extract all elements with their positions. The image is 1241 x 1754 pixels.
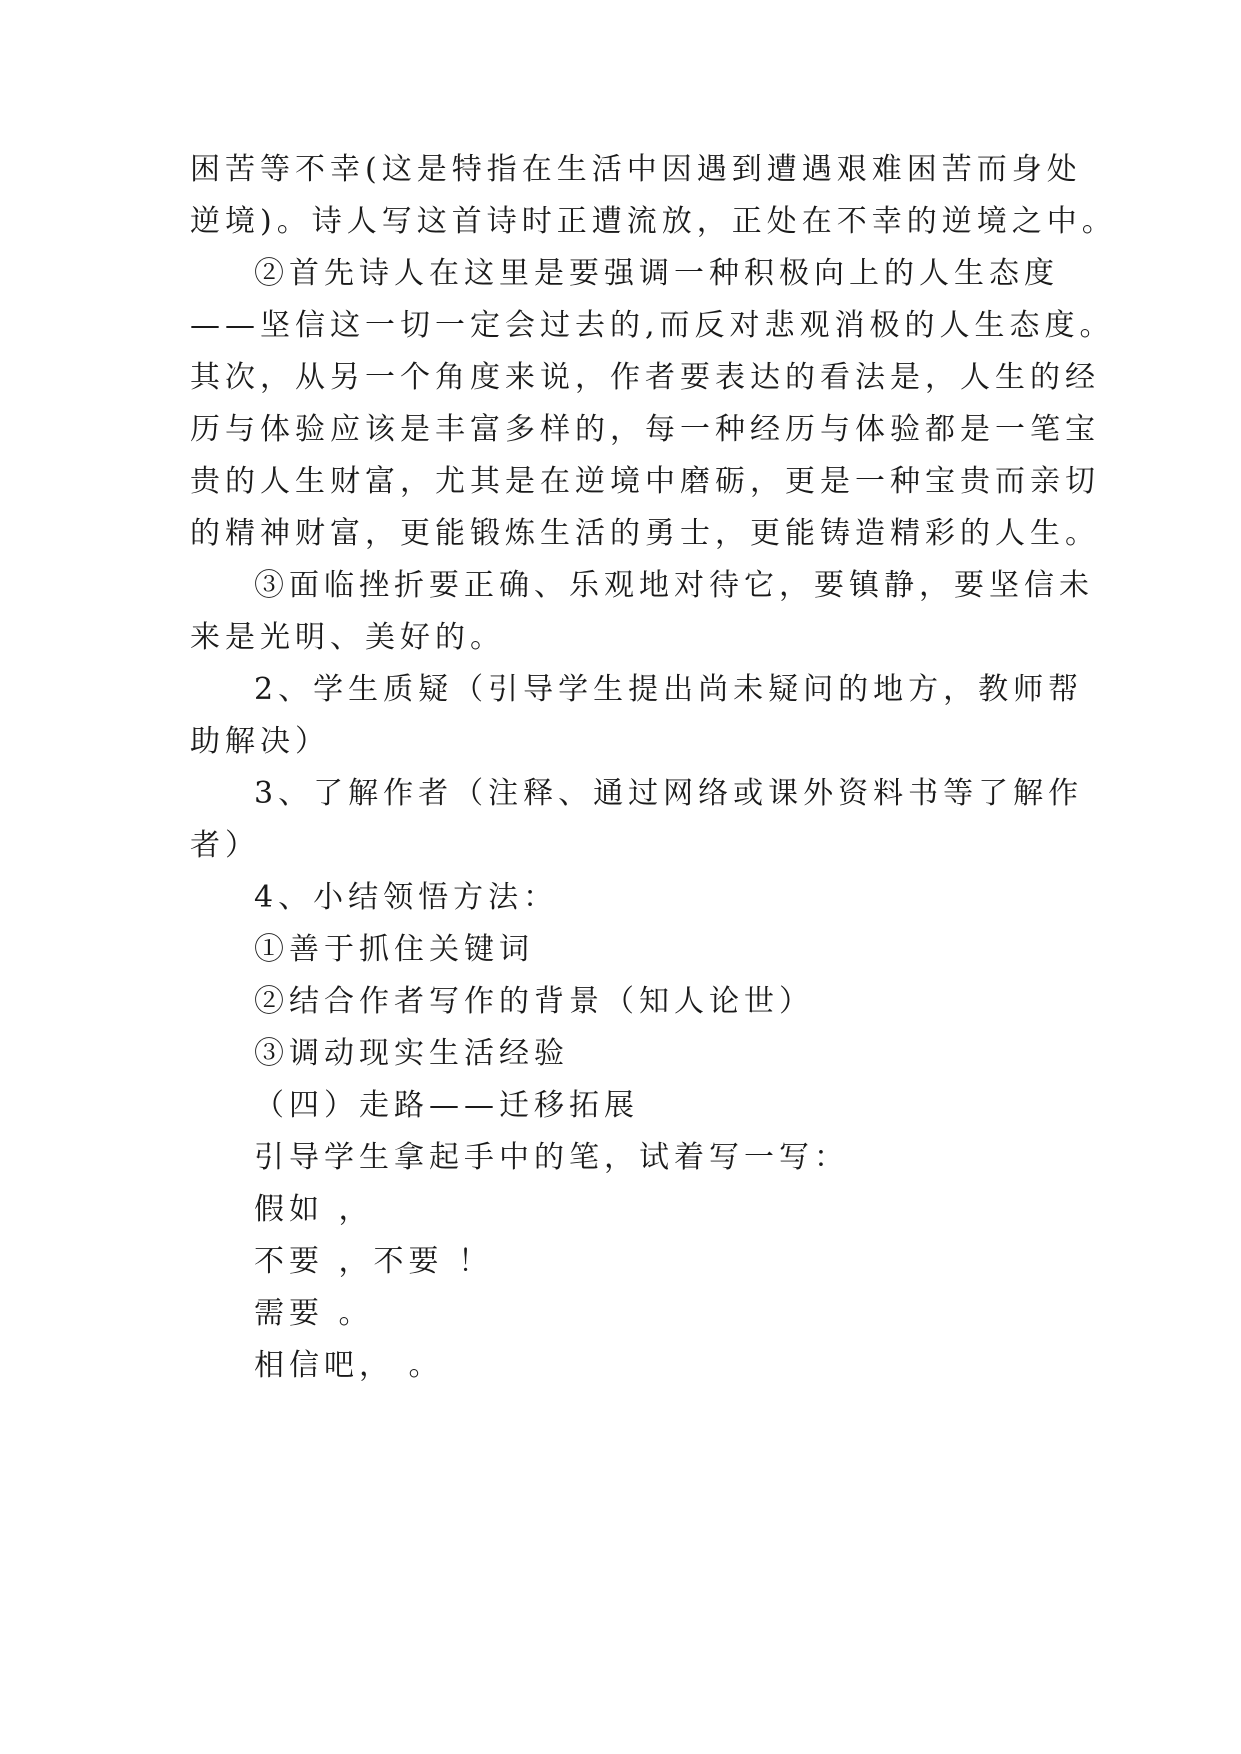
section-heading: （四）走路——迁移拓展 [254, 1088, 639, 1123]
text-line: ③调动现实生活经验 [254, 1036, 569, 1071]
text-line: 相信吧， 。 [254, 1348, 444, 1383]
text-line: 历与体验应该是丰富多样的，每一种经历与体验都是一笔宝 [190, 412, 1100, 447]
text-line: 来是光明、美好的。 [190, 620, 505, 655]
text-line: 假如 ， [254, 1192, 374, 1227]
text-line: 不要 ，不要 ！ [254, 1244, 494, 1279]
text-line: 需要 。 [254, 1296, 374, 1331]
text-line: 助解决） [190, 724, 330, 759]
text-line: 困苦等不幸(这是特指在生活中因遇到遭遇艰难困苦而身处 [190, 152, 1082, 187]
text-line: ③面临挫折要正确、乐观地对待它，要镇静，要坚信未 [254, 568, 1094, 603]
text-line: ②结合作者写作的背景（知人论世） [254, 984, 814, 1019]
text-line: 引导学生拿起手中的笔，试着写一写： [254, 1140, 849, 1175]
text-line: 贵的人生财富，尤其是在逆境中磨砺，更是一种宝贵而亲切 [190, 464, 1100, 499]
text-line: 3、了解作者（注释、通过网络或课外资料书等了解作 [254, 776, 1084, 811]
text-line: ②首先诗人在这里是要强调一种积极向上的人生态度 [254, 256, 1059, 291]
text-line: 2、学生质疑（引导学生提出尚未疑问的地方，教师帮 [254, 672, 1084, 707]
text-line: 者） [190, 828, 260, 863]
text-line: 逆境)。诗人写这首诗时正遭流放，正处在不幸的逆境之中。 [190, 204, 1117, 239]
text-line: 的精神财富，更能锻炼生活的勇士，更能铸造精彩的人生。 [190, 516, 1100, 551]
text-line: 4、小结领悟方法： [254, 880, 559, 915]
text-line: 其次，从另一个角度来说，作者要表达的看法是，人生的经 [190, 360, 1100, 395]
text-line: ——坚信这一切一定会过去的,而反对悲观消极的人生态度。 [190, 308, 1115, 343]
text-line: ①善于抓住关键词 [254, 932, 534, 967]
